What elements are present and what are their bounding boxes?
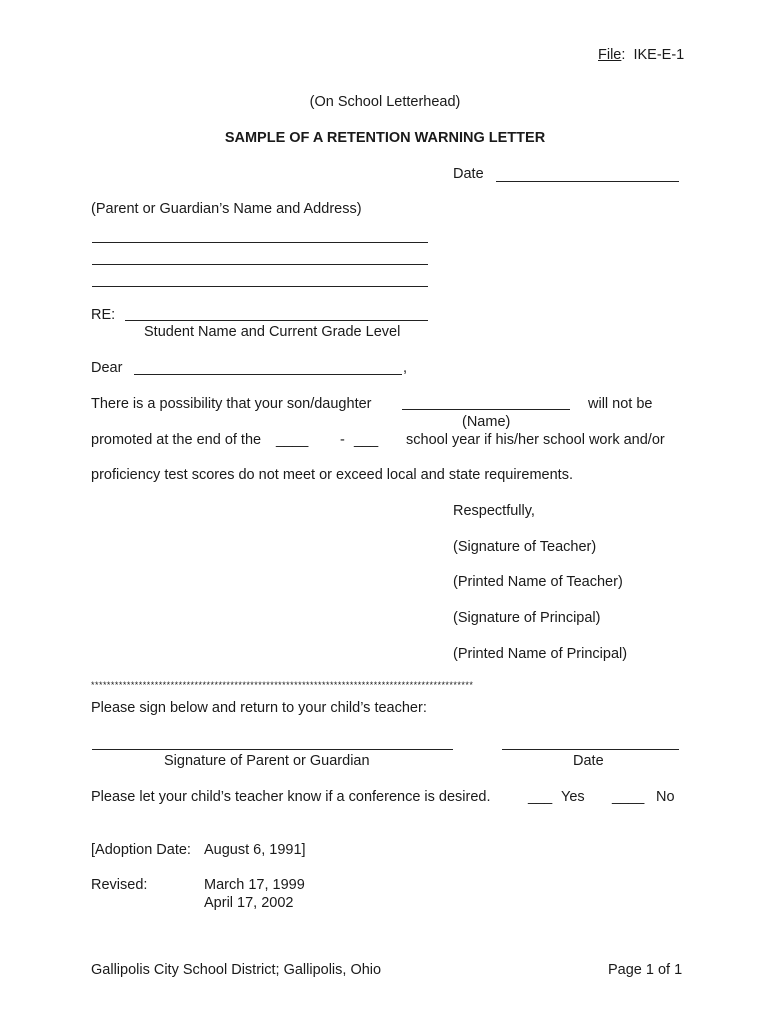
address-line-1 <box>92 242 428 243</box>
teacher-signature-label: (Signature of Teacher) <box>453 539 597 555</box>
address-label: (Parent or Guardian’s Name and Address) <box>91 201 362 217</box>
student-name-line <box>402 409 570 410</box>
body-line-3: proficiency test scores do not meet or exceed local and state requirements. <box>91 467 573 483</box>
no-label: No <box>656 789 675 805</box>
revised-date-2: April 17, 2002 <box>204 895 294 911</box>
salutation-comma: , <box>403 360 408 376</box>
teacher-printed-name-label: (Printed Name of Teacher) <box>453 574 623 590</box>
letterhead-note: (On School Letterhead) <box>309 94 461 110</box>
body-line-2: promoted at the end of the <box>91 432 262 448</box>
address-line-3 <box>92 286 428 287</box>
year-dash: - <box>340 432 345 448</box>
parent-date-line <box>502 749 679 750</box>
address-line-2 <box>92 264 428 265</box>
body-line-1-end: will not be <box>588 396 653 412</box>
re-caption: Student Name and Current Grade Level <box>144 324 401 340</box>
revised-label: Revised: <box>91 877 148 893</box>
re-line <box>125 320 428 321</box>
date-label: Date <box>453 166 484 182</box>
parent-signature-caption: Signature of Parent or Guardian <box>164 753 370 769</box>
revised-date-1: March 17, 1999 <box>204 877 305 893</box>
name-caption: (Name) <box>462 414 511 430</box>
principal-printed-name-label: (Printed Name of Principal) <box>453 646 628 662</box>
file-reference: File: IKE-E-1 <box>598 47 685 63</box>
respectfully: Respectfully, <box>453 503 535 519</box>
body-line-2-end: school year if his/her school work and/or <box>406 432 665 448</box>
re-label: RE: <box>91 307 116 323</box>
principal-signature-label: (Signature of Principal) <box>453 610 601 626</box>
conference-question: Please let your child’s teacher know if a conference is desired. <box>91 789 491 805</box>
parent-date-caption: Date <box>573 753 604 769</box>
body-line-1: There is a possibility that your son/daughter <box>91 396 372 412</box>
parent-signature-line <box>92 749 453 750</box>
file-code: IKE-E-1 <box>633 47 685 63</box>
no-blank: ____ <box>612 789 645 805</box>
yes-blank: ___ <box>528 789 553 805</box>
yes-label: Yes <box>561 789 585 805</box>
date-line <box>496 181 679 182</box>
file-label: File <box>598 47 622 63</box>
footer-district: Gallipolis City School District; Gallipolis, Ohio <box>91 962 382 978</box>
return-instruction: Please sign below and return to your child’s teacher: <box>91 700 427 716</box>
salutation-label: Dear <box>91 360 123 376</box>
year-blank-1: ____ <box>276 432 309 448</box>
adoption-label: [Adoption Date: <box>91 842 191 858</box>
document-title: SAMPLE OF A RETENTION WARNING LETTER <box>224 130 546 146</box>
footer-page-number: Page 1 of 1 <box>608 962 683 978</box>
asterisk-separator: ************************************************************************************************ <box>91 680 474 690</box>
year-blank-2: ___ <box>354 432 379 448</box>
salutation-line <box>134 374 402 375</box>
adoption-date: August 6, 1991] <box>204 842 306 858</box>
